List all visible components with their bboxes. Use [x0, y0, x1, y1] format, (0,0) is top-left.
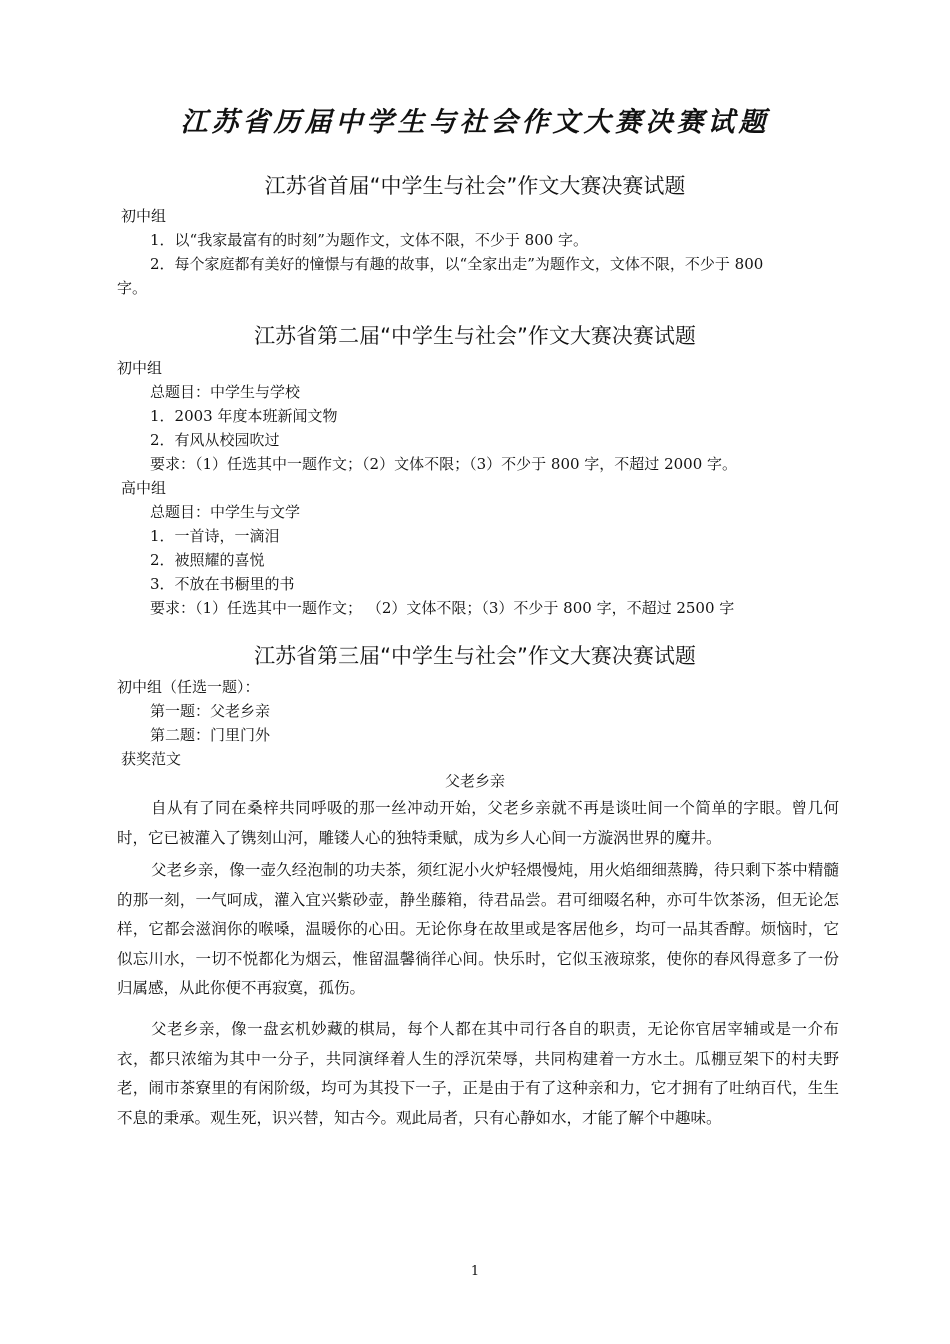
s3-group-label: 初中组（任选一题）： — [117, 678, 260, 696]
s2-senior-group-label: 高中组 — [121, 479, 167, 497]
essay-paragraph-2: 父老乡亲，像一壶久经泡制的功夫茶，须红泥小火炉轻煨慢炖，用火焰细细蒸腾，待只剩下茶中精髓的那一刻，一气呵成，灌入宜兴紫砂壶，静坐藤箱，待君品尝。君可细啜名种，亦可牛饮茶汤，但无论怎样，它都会滋润你的喉嗓，温暖你的心田。无论你身在故里或是客居他乡，均可一品其香醇。烦恼时，它似忘川水，一切不悦都化为烟云，惟留温馨徜徉心间。快乐时，它似玉液琼浆，使你的春风得意多了一份归属感，从此你便不再寂寞，孤伤。 — [117, 861, 839, 997]
s3-sample-label: 获奖范文 — [121, 750, 182, 768]
s1-item-1: 1．以“我家最富有的时刻”为题作文，文体不限，不少于 800 字。 — [150, 231, 589, 249]
s1-item-2-cont: 字。 — [117, 279, 148, 297]
s2-junior-item-2: 2．有风从校园吹过 — [150, 431, 280, 449]
s2-junior-topic: 总题目：中学生与学校 — [150, 383, 301, 401]
s2-senior-requirements: 要求：（1）任选其中一题作文； （2）文体不限；（3）不少于 800 字，不超过 2500 字 — [150, 599, 735, 617]
essay-title: 父老乡亲 — [444, 772, 505, 790]
page-number: 1 — [470, 1264, 480, 1279]
document-title: 江苏省历届中学生与社会作文大赛决赛试题 — [180, 107, 770, 138]
s3-question-1: 第一题：父老乡亲 — [150, 702, 271, 720]
s2-senior-item-3: 3．不放在书橱里的书 — [150, 575, 295, 593]
s2-junior-group-label: 初中组 — [117, 359, 163, 377]
section-1-heading: 江苏省首届“中学生与社会”作文大赛决赛试题 — [264, 174, 686, 198]
s2-senior-topic: 总题目：中学生与文学 — [150, 503, 301, 521]
essay-paragraph-1: 自从有了同在桑梓共同呼吸的那一丝冲动开始，父老乡亲就不再是谈吐间一个简单的字眼。曾几何时，它已被灌入了镌刻山河，雕镂人心的独特秉赋，成为乡人心间一方漩涡世界的魔井。 — [117, 799, 839, 847]
essay-paragraph-3: 父老乡亲，像一盘玄机妙藏的棋局，每个人都在其中司行各自的职责，无论你官居宰辅或是一介布衣，都只浓缩为其中一分子，共同演绎着人生的浮沉荣辱，共同构建着一方水土。瓜棚豆架下的村夫野老，闹市茶寮里的有闲阶级，均可为其投下一子，正是由于有了这种亲和力，它才拥有了吐纳百代，生生不息的秉承。观生死，识兴替，知古今。观此局者，只有心静如水，才能了解个中趣味。 — [117, 1020, 839, 1127]
s1-item-2: 2．每个家庭都有美好的憧憬与有趣的故事，以“全家出走”为题作文，文体不限，不少于 800 — [150, 255, 764, 273]
s2-senior-item-1: 1．一首诗，一滴泪 — [150, 527, 280, 545]
section-3-heading: 江苏省第三届“中学生与社会”作文大赛决赛试题 — [254, 644, 696, 668]
s2-senior-item-2: 2．被照耀的喜悦 — [150, 551, 265, 569]
s2-junior-requirements: 要求：（1）任选其中一题作文；（2）文体不限；（3）不少于 800 字，不超过 2000 字。 — [150, 455, 738, 473]
s3-question-2: 第二题：门里门外 — [150, 726, 271, 744]
s1-group-label: 初中组 — [121, 207, 167, 225]
s2-junior-item-1: 1．2003 年度本班新闻文物 — [150, 407, 338, 425]
section-2-heading: 江苏省第二届“中学生与社会”作文大赛决赛试题 — [254, 324, 696, 348]
